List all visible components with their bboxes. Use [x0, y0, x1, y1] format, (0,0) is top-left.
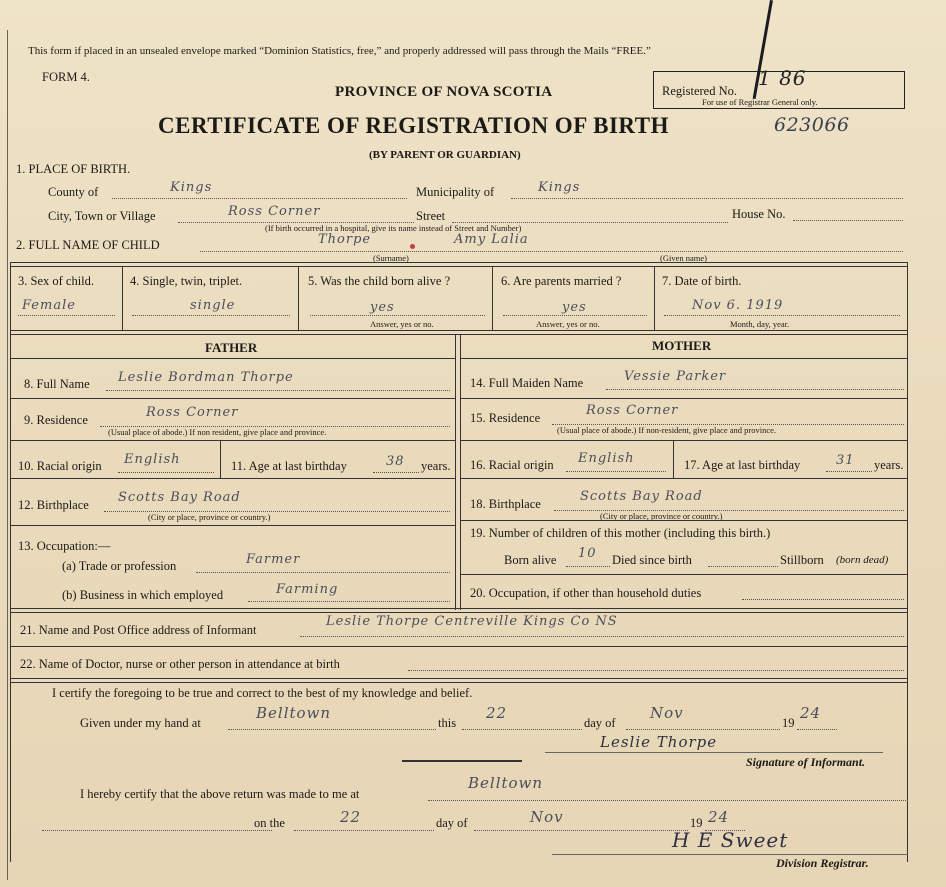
informant-signature-caption: Signature of Informant. [746, 755, 866, 769]
this-label: this [438, 716, 457, 730]
dob-label: 7. Date of birth. [662, 274, 742, 288]
return-year-suffix: 24 [708, 808, 730, 826]
return-year-prefix: 19 [690, 816, 703, 830]
mother-maiden-label: 14. Full Maiden Name [470, 376, 584, 390]
father-residence-label: 9. Residence [24, 413, 88, 427]
registrar-note: For use of Registrar General only. [702, 97, 818, 107]
father-name-label: 8. Full Name [24, 377, 90, 391]
father-age-label: 11. Age at last birthday [231, 459, 347, 473]
day-of-label: day of [584, 716, 616, 730]
form-number: FORM 4. [42, 70, 90, 84]
father-occupation-label: 13. Occupation:— [18, 539, 111, 553]
mother-heading: MOTHER [652, 338, 712, 353]
parents-married-value: yes [562, 300, 587, 315]
mother-age-unit: years. [874, 458, 904, 472]
given-place-value: Belltown [256, 704, 332, 722]
certify-text: I certify the foregoing to be true and correct to the best of my knowledge and belief. [52, 686, 473, 700]
father-birthplace-value: Scotts Bay Road [118, 490, 241, 505]
return-day-of-label: day of [436, 816, 468, 830]
mail-notice: This form if placed in an unsealed envelope marked “Dominion Statistics, free,” and properly addressed will pass through the Mails “FREE.” [28, 45, 651, 57]
parents-married-caption: Answer, yes or no. [536, 319, 600, 329]
sex-label: 3. Sex of child. [18, 274, 95, 288]
given-caption: (Given name) [660, 253, 707, 263]
father-racial-label: 10. Racial origin [18, 459, 102, 473]
mother-residence-value: Ross Corner [586, 403, 679, 418]
province-heading: PROVINCE OF NOVA SCOTIA [335, 84, 553, 100]
mother-birthplace-label: 18. Birthplace [470, 497, 541, 511]
margin-line [7, 30, 8, 880]
registrar-caption: Division Registrar. [776, 856, 869, 870]
sex-value: Female [22, 298, 76, 313]
street-label: Street [416, 209, 446, 223]
county-label: County of [48, 185, 99, 199]
municipality-label: Municipality of [416, 185, 495, 199]
stillborn-note: (born dead) [836, 554, 889, 566]
father-birthplace-label: 12. Birthplace [18, 498, 89, 512]
father-age-value: 38 [386, 454, 405, 469]
informant-signature: Leslie Thorpe [600, 733, 718, 751]
hospital-note: (If birth occurred in a hospital, give its name instead of Street and Number) [265, 223, 522, 233]
mother-residence-label: 15. Residence [470, 411, 541, 425]
born-alive-count-label: Born alive [504, 553, 557, 567]
born-alive-value: yes [370, 300, 395, 315]
died-since-birth-label: Died since birth [612, 553, 692, 567]
municipality-value: Kings [538, 180, 581, 195]
mother-maiden-value: Vessie Parker [624, 369, 727, 384]
ink-dot [410, 244, 415, 249]
registrar-signature: H E Sweet [672, 828, 789, 852]
single-twin-label: 4. Single, twin, triplet. [130, 274, 243, 288]
county-value: Kings [170, 180, 213, 195]
father-racial-value: English [124, 452, 181, 467]
trade-label: (a) Trade or profession [62, 559, 177, 573]
given-day-value: 22 [486, 704, 508, 722]
informant-value: Leslie Thorpe Centreville Kings Co NS [326, 614, 618, 629]
registered-value: 1 86 [758, 66, 807, 90]
dob-value: Nov 6. 1919 [692, 298, 784, 313]
given-month-value: Nov [650, 704, 684, 722]
registered-label: Registered No. [662, 84, 737, 98]
place-of-birth-label: 1. PLACE OF BIRTH. [16, 162, 131, 176]
father-heading: FATHER [205, 340, 258, 355]
stillborn-label: Stillborn [780, 553, 824, 567]
city-label: City, Town or Village [48, 209, 156, 223]
return-text: I hereby certify that the above return was made to me at [80, 787, 360, 801]
on-the-label: on the [254, 816, 285, 830]
business-label: (b) Business in which employed [62, 588, 224, 602]
return-day-value: 22 [340, 808, 362, 826]
certificate-title: CERTIFICATE OF REGISTRATION OF BIRTH [158, 113, 669, 138]
parents-married-label: 6. Are parents married ? [501, 274, 622, 288]
mother-residence-caption: (Usual place of abode.) If non-resident, give place and province. [557, 425, 777, 435]
born-alive-label: 5. Was the child born alive ? [308, 274, 451, 288]
children-count-label: 19. Number of children of this mother (including this birth.) [470, 526, 771, 540]
dob-caption: Month, day, year. [730, 319, 790, 329]
trade-value: Farmer [246, 552, 301, 567]
doctor-label: 22. Name of Doctor, nurse or other person in attendance at birth [20, 657, 340, 671]
mother-racial-label: 16. Racial origin [470, 458, 554, 472]
mother-birthplace-value: Scotts Bay Road [580, 489, 703, 504]
year-suffix-value: 24 [800, 704, 822, 722]
father-name-value: Leslie Bordman Thorpe [118, 370, 294, 385]
mother-birthplace-caption: (City or place, province or country.) [600, 511, 723, 521]
father-residence-value: Ross Corner [146, 405, 239, 420]
born-alive-count-value: 10 [578, 546, 597, 561]
certificate-subtitle: (BY PARENT OR GUARDIAN) [369, 149, 521, 161]
stamp-number: 623066 [774, 114, 850, 136]
registered-box [653, 66, 905, 109]
father-age-unit: years. [421, 459, 451, 473]
mother-occupation-label: 20. Occupation, if other than household duties [470, 586, 702, 600]
return-month-value: Nov [530, 808, 564, 826]
business-value: Farming [276, 582, 339, 597]
mother-age-label: 17. Age at last birthday [684, 458, 801, 472]
surname-caption: (Surname) [373, 253, 409, 263]
given-under-label: Given under my hand at [80, 716, 201, 730]
single-twin-value: single [190, 298, 236, 313]
informant-label: 21. Name and Post Office address of Informant [20, 623, 257, 637]
father-residence-caption: (Usual place of abode.) If non resident, give place and province. [108, 427, 327, 437]
mother-age-value: 31 [836, 453, 855, 468]
return-place-value: Belltown [468, 774, 544, 792]
father-birthplace-caption: (City or place, province or country.) [148, 512, 271, 522]
city-value: Ross Corner [228, 204, 321, 219]
child-given-name: Amy Lalia [454, 232, 529, 247]
child-name-label: 2. FULL NAME OF CHILD [16, 238, 160, 252]
mother-racial-value: English [578, 451, 635, 466]
child-surname: Thorpe [318, 232, 372, 247]
house-label: House No. [732, 207, 786, 221]
born-alive-caption: Answer, yes or no. [370, 319, 434, 329]
year-prefix: 19 [782, 716, 795, 730]
